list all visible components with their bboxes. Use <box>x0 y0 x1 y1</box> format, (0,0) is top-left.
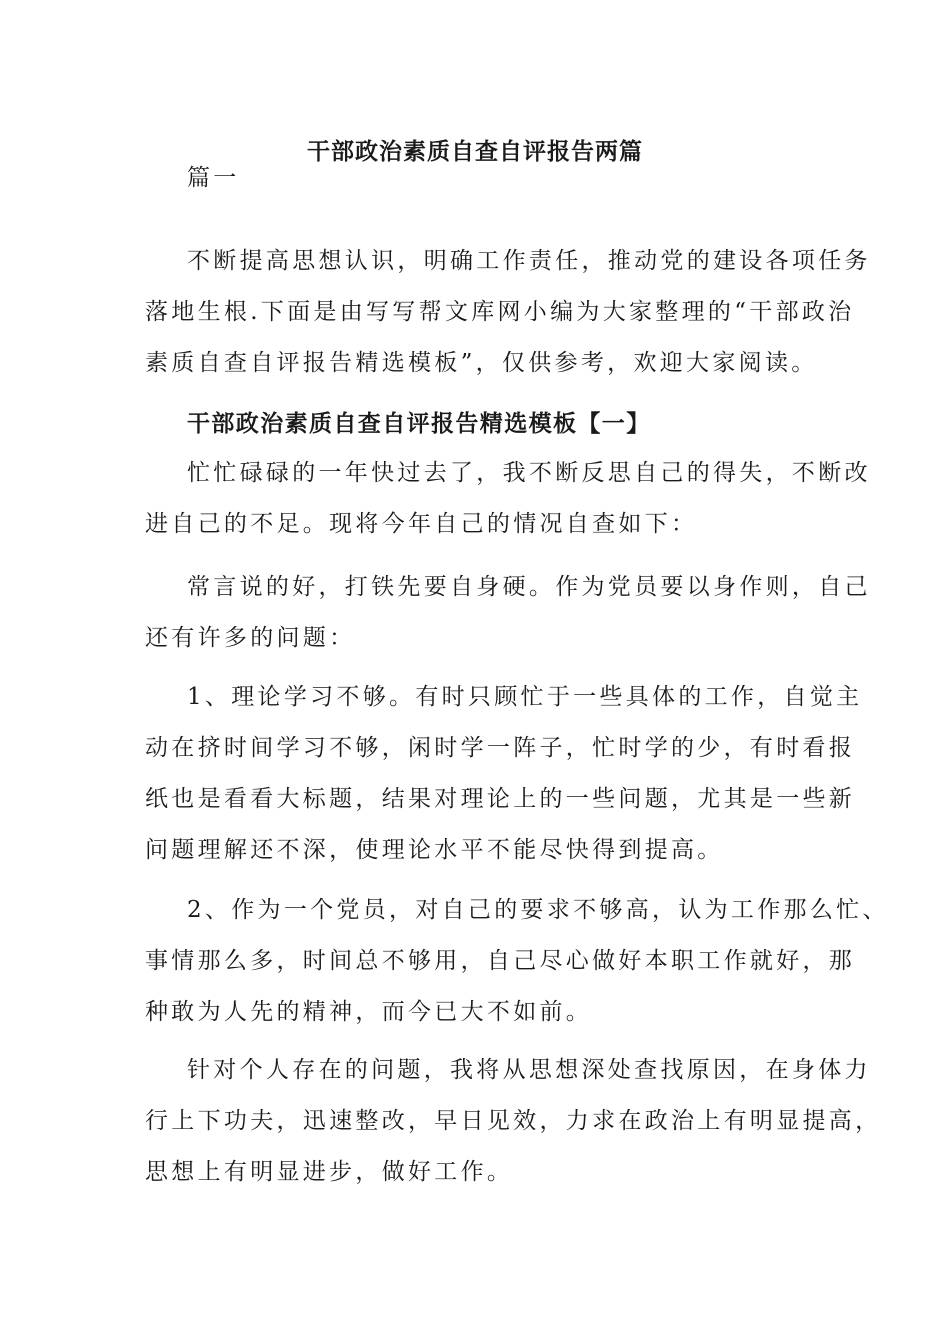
paragraph-line: 事情那么多，时间总不够用，自己尽心做好本职工作就好，那 <box>145 948 856 974</box>
paragraph-2 <box>145 562 871 664</box>
intro-paragraph <box>145 236 871 389</box>
intro-line: 落地生根.下面是由写写帮文库网小编为大家整理的“干部政治 <box>145 299 855 325</box>
paragraph-line: 思想上有明显进步，做好工作。 <box>145 1159 514 1185</box>
paragraph-line: 纸也是看看大标题，结果对理论上的一些问题，尤其是一些新 <box>145 786 856 812</box>
paragraph-line: 1、理论学习不够。有时只顾忙于一些具体的工作，自觉主 <box>187 684 863 710</box>
intro-line: 不断提高思想认识，明确工作责任，推动党的建设各项任务 <box>187 248 871 274</box>
paragraph-line: 进自己的不足。现将今年自己的情况自查如下： <box>145 511 698 537</box>
paragraph-3 <box>145 672 863 876</box>
paragraph-5 <box>145 1045 882 1198</box>
part-label-block <box>145 153 810 204</box>
paragraph-line: 忙忙碌碌的一年快过去了，我不断反思自己的得失，不断改 <box>187 460 871 486</box>
paragraph-1 <box>145 448 871 550</box>
paragraph-line: 动在挤时间学习不够，闲时学一阵子，忙时学的少，有时看报 <box>145 735 856 761</box>
paragraph-line: 2、作为一个党员，对自己的要求不够高，认为工作那么忙、 <box>187 897 889 923</box>
paragraph-line: 种敢为人先的精神，而今已大不如前。 <box>145 999 593 1025</box>
document-title: 干部政治素质自查自评报告两篇 <box>307 138 643 165</box>
paragraph-4 <box>145 885 889 1038</box>
intro-line: 素质自查自评报告精选模板”，仅供参考，欢迎大家阅读。 <box>145 350 818 376</box>
paragraph-line: 还有许多的问题： <box>145 625 356 651</box>
part-label: 篇一 <box>187 165 240 191</box>
section-heading: 干部政治素质自查自评报告精选模板【一】 <box>187 410 651 437</box>
paragraph-line: 行上下功夫，迅速整改，早日见效，力求在政治上有明显提高， <box>145 1108 882 1134</box>
section-heading-block <box>145 398 810 449</box>
paragraph-line: 针对个人存在的问题，我将从思想深处查找原因，在身体力 <box>187 1057 871 1083</box>
paragraph-line: 常言说的好，打铁先要自身硬。作为党员要以身作则，自己 <box>187 574 871 600</box>
paragraph-line: 问题理解还不深，使理论水平不能尽快得到提高。 <box>145 837 724 863</box>
